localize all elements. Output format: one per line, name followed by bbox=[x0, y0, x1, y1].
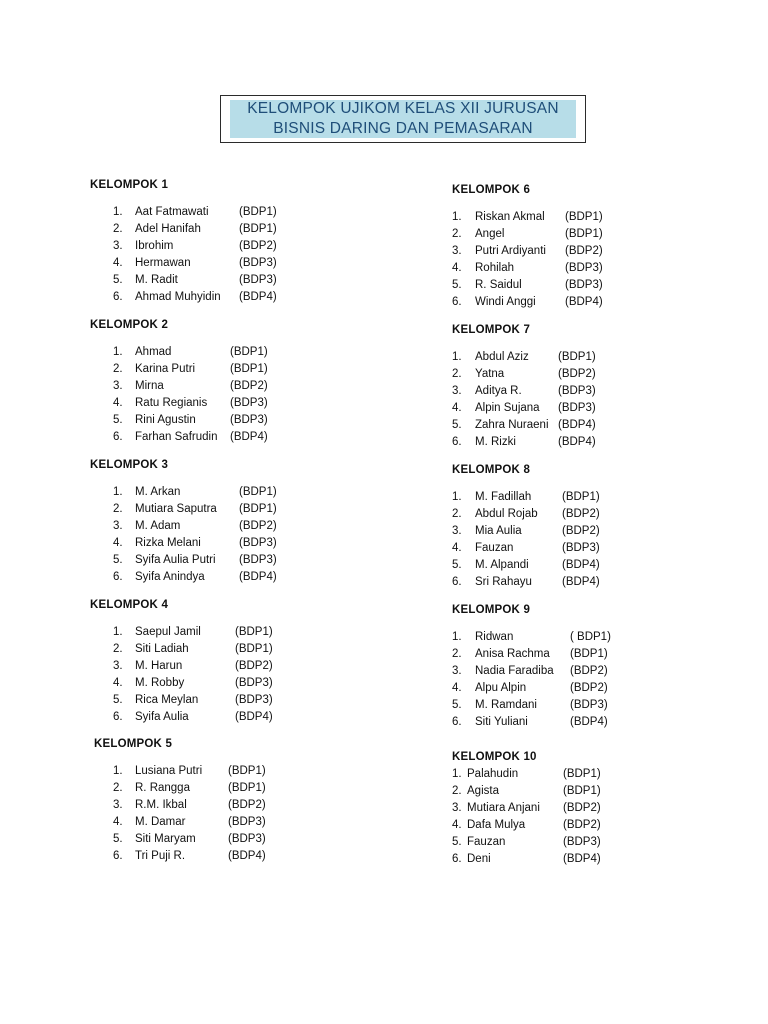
group-title: KELOMPOK 2 bbox=[90, 319, 169, 331]
group-title: KELOMPOK 4 bbox=[90, 599, 169, 611]
member-class-code: (BDP2) bbox=[562, 508, 600, 520]
member-number: 3. bbox=[452, 802, 462, 814]
member-number: 2. bbox=[452, 508, 462, 520]
member-name: Syifa Aulia Putri bbox=[135, 554, 216, 566]
member-class-code: ( BDP1) bbox=[570, 631, 611, 643]
group-section bbox=[452, 603, 752, 617]
member-name: Rini Agustin bbox=[135, 414, 196, 426]
member-name: M. Arkan bbox=[135, 486, 181, 498]
member-name: Riskan Akmal bbox=[475, 211, 545, 223]
member-number: 4. bbox=[113, 397, 123, 409]
member-name: Abdul Rojab bbox=[475, 508, 538, 520]
member-number: 4. bbox=[452, 262, 462, 274]
member-name: Aditya R. bbox=[475, 385, 522, 397]
document-title-line-2: BISNIS DARING DAN PEMASARAN bbox=[273, 120, 533, 137]
member-class-code: (BDP2) bbox=[558, 368, 596, 380]
member-class-code: (BDP3) bbox=[562, 542, 600, 554]
member-name: Mutiara Saputra bbox=[135, 503, 217, 515]
member-name: Hermawan bbox=[135, 257, 191, 269]
member-number: 4. bbox=[452, 402, 462, 414]
member-name: Agista bbox=[467, 785, 499, 797]
member-name: Dafa Mulya bbox=[467, 819, 526, 831]
member-name: Lusiana Putri bbox=[135, 765, 203, 777]
member-class-code: (BDP1) bbox=[230, 346, 268, 358]
member-number: 1. bbox=[113, 486, 123, 498]
member-number: 2. bbox=[113, 643, 123, 655]
member-number: 2. bbox=[113, 363, 123, 375]
member-name: Farhan Safrudin bbox=[135, 431, 218, 443]
member-class-code: (BDP4) bbox=[239, 291, 277, 303]
member-name: Alpin Sujana bbox=[475, 402, 540, 414]
member-class-code: (BDP1) bbox=[570, 648, 608, 660]
member-class-code: (BDP1) bbox=[235, 643, 273, 655]
member-number: 3. bbox=[452, 385, 462, 397]
member-number: 4. bbox=[113, 257, 123, 269]
member-name: M. Harun bbox=[135, 660, 183, 672]
member-name: Palahudin bbox=[467, 768, 519, 780]
member-class-code: (BDP1) bbox=[239, 206, 277, 218]
member-number: 1. bbox=[452, 211, 462, 223]
member-class-code: (BDP4) bbox=[562, 559, 600, 571]
member-number: 5. bbox=[113, 274, 123, 286]
member-number: 6. bbox=[113, 711, 123, 723]
group-title: KELOMPOK 10 bbox=[452, 751, 537, 763]
member-class-code: (BDP4) bbox=[228, 850, 266, 862]
member-number: 6. bbox=[113, 291, 123, 303]
member-number: 3. bbox=[113, 799, 123, 811]
member-class-code: (BDP4) bbox=[230, 431, 268, 443]
member-name: Siti Maryam bbox=[135, 833, 196, 845]
member-number: 5. bbox=[452, 559, 462, 571]
group-section bbox=[90, 178, 390, 192]
group-section bbox=[452, 183, 752, 197]
member-name: Windi Anggi bbox=[475, 296, 536, 308]
group-section bbox=[90, 458, 390, 472]
member-number: 2. bbox=[452, 785, 462, 797]
member-class-code: (BDP1) bbox=[235, 626, 273, 638]
member-class-code: (BDP1) bbox=[565, 228, 603, 240]
group-section bbox=[452, 463, 752, 477]
member-number: 1. bbox=[452, 631, 462, 643]
member-name: M. Damar bbox=[135, 816, 186, 828]
member-name: Ahmad Muhyidin bbox=[135, 291, 221, 303]
member-number: 4. bbox=[113, 816, 123, 828]
member-number: 5. bbox=[452, 699, 462, 711]
member-class-code: (BDP4) bbox=[570, 716, 608, 728]
member-class-code: (BDP4) bbox=[558, 419, 596, 431]
member-number: 4. bbox=[452, 819, 462, 831]
member-name: Mirna bbox=[135, 380, 164, 392]
member-number: 2. bbox=[452, 368, 462, 380]
member-class-code: (BDP1) bbox=[228, 782, 266, 794]
member-class-code: (BDP2) bbox=[565, 245, 603, 257]
member-name: M. Robby bbox=[135, 677, 185, 689]
group-title: KELOMPOK 7 bbox=[452, 324, 531, 336]
member-number: 6. bbox=[452, 436, 462, 448]
member-class-code: (BDP3) bbox=[239, 257, 277, 269]
member-name: Syifa Anindya bbox=[135, 571, 205, 583]
member-number: 1. bbox=[452, 351, 462, 363]
member-number: 3. bbox=[113, 240, 123, 252]
member-class-code: (BDP2) bbox=[230, 380, 268, 392]
member-name: M. Alpandi bbox=[475, 559, 529, 571]
member-class-code: (BDP3) bbox=[563, 836, 601, 848]
group-section bbox=[90, 598, 390, 612]
member-number: 1. bbox=[113, 346, 123, 358]
member-class-code: (BDP2) bbox=[570, 682, 608, 694]
member-name: Yatna bbox=[475, 368, 505, 380]
member-name: R. Rangga bbox=[135, 782, 190, 794]
document-title-banner bbox=[230, 100, 576, 138]
member-class-code: (BDP3) bbox=[239, 554, 277, 566]
member-name: Fauzan bbox=[467, 836, 506, 848]
member-number: 5. bbox=[452, 279, 462, 291]
group-section bbox=[90, 318, 390, 332]
member-class-code: (BDP2) bbox=[228, 799, 266, 811]
group-section bbox=[452, 750, 752, 764]
member-number: 2. bbox=[113, 223, 123, 235]
member-name: M. Fadillah bbox=[475, 491, 532, 503]
member-name: Karina Putri bbox=[135, 363, 196, 375]
member-class-code: (BDP3) bbox=[558, 402, 596, 414]
member-class-code: (BDP3) bbox=[228, 833, 266, 845]
member-name: Abdul Aziz bbox=[475, 351, 529, 363]
member-name: Mia Aulia bbox=[475, 525, 522, 537]
member-class-code: (BDP4) bbox=[565, 296, 603, 308]
member-class-code: (BDP4) bbox=[563, 853, 601, 865]
member-class-code: (BDP2) bbox=[235, 660, 273, 672]
member-class-code: (BDP3) bbox=[565, 262, 603, 274]
member-class-code: (BDP3) bbox=[235, 677, 273, 689]
member-number: 1. bbox=[113, 765, 123, 777]
member-name: Deni bbox=[467, 853, 491, 865]
member-class-code: (BDP1) bbox=[239, 503, 277, 515]
document-title-line-1: KELOMPOK UJIKOM KELAS XII JURUSAN bbox=[247, 100, 559, 117]
member-name: Sri Rahayu bbox=[475, 576, 532, 588]
member-number: 1. bbox=[113, 626, 123, 638]
group-title: KELOMPOK 3 bbox=[90, 459, 169, 471]
member-class-code: (BDP1) bbox=[239, 486, 277, 498]
member-number: 5. bbox=[452, 836, 462, 848]
member-class-code: (BDP4) bbox=[562, 576, 600, 588]
member-number: 3. bbox=[452, 665, 462, 677]
member-name: Rizka Melani bbox=[135, 537, 201, 549]
member-name: R. Saidul bbox=[475, 279, 522, 291]
member-name: R.M. Ikbal bbox=[135, 799, 187, 811]
member-class-code: (BDP2) bbox=[239, 520, 277, 532]
member-number: 4. bbox=[452, 542, 462, 554]
member-class-code: (BDP3) bbox=[565, 279, 603, 291]
member-class-code: (BDP3) bbox=[230, 397, 268, 409]
member-name: Ratu Regianis bbox=[135, 397, 208, 409]
member-name: Fauzan bbox=[475, 542, 514, 554]
group-title: KELOMPOK 6 bbox=[452, 184, 531, 196]
member-class-code: (BDP3) bbox=[230, 414, 268, 426]
member-class-code: (BDP4) bbox=[235, 711, 273, 723]
member-name: Angel bbox=[475, 228, 505, 240]
member-name: Nadia Faradiba bbox=[475, 665, 554, 677]
member-class-code: (BDP2) bbox=[563, 819, 601, 831]
member-name: Ibrohim bbox=[135, 240, 174, 252]
member-class-code: (BDP3) bbox=[570, 699, 608, 711]
member-number: 6. bbox=[113, 571, 123, 583]
member-number: 5. bbox=[113, 694, 123, 706]
member-number: 5. bbox=[452, 419, 462, 431]
member-class-code: (BDP1) bbox=[563, 768, 601, 780]
member-class-code: (BDP3) bbox=[228, 816, 266, 828]
member-class-code: (BDP1) bbox=[558, 351, 596, 363]
member-name: M. Radit bbox=[135, 274, 178, 286]
member-name: Tri Puji R. bbox=[135, 850, 186, 862]
member-number: 3. bbox=[113, 380, 123, 392]
member-name: Adel Hanifah bbox=[135, 223, 201, 235]
member-name: M. Rizki bbox=[475, 436, 516, 448]
member-class-code: (BDP3) bbox=[239, 537, 277, 549]
member-name: Putri Ardiyanti bbox=[475, 245, 546, 257]
member-class-code: (BDP4) bbox=[558, 436, 596, 448]
member-number: 5. bbox=[113, 833, 123, 845]
group-section bbox=[452, 323, 752, 337]
member-name: Saepul Jamil bbox=[135, 626, 201, 638]
member-number: 2. bbox=[113, 503, 123, 515]
member-class-code: (BDP3) bbox=[558, 385, 596, 397]
member-number: 3. bbox=[113, 520, 123, 532]
member-number: 3. bbox=[452, 525, 462, 537]
member-class-code: (BDP4) bbox=[239, 571, 277, 583]
member-class-code: (BDP1) bbox=[562, 491, 600, 503]
member-name: Alpu Alpin bbox=[475, 682, 527, 694]
member-class-code: (BDP2) bbox=[563, 802, 601, 814]
member-name: Aat Fatmawati bbox=[135, 206, 209, 218]
member-number: 4. bbox=[113, 537, 123, 549]
member-number: 1. bbox=[452, 491, 462, 503]
member-name: Rica Meylan bbox=[135, 694, 199, 706]
member-name: Anisa Rachma bbox=[475, 648, 550, 660]
group-title: KELOMPOK 9 bbox=[452, 604, 531, 616]
group-section bbox=[94, 737, 394, 751]
member-number: 3. bbox=[452, 245, 462, 257]
document-title-box bbox=[220, 95, 586, 143]
member-name: Syifa Aulia bbox=[135, 711, 189, 723]
member-number: 6. bbox=[113, 850, 123, 862]
member-number: 6. bbox=[452, 853, 462, 865]
member-class-code: (BDP1) bbox=[230, 363, 268, 375]
member-class-code: (BDP2) bbox=[570, 665, 608, 677]
member-number: 5. bbox=[113, 414, 123, 426]
member-number: 1. bbox=[452, 768, 462, 780]
member-class-code: (BDP3) bbox=[235, 694, 273, 706]
member-class-code: (BDP1) bbox=[563, 785, 601, 797]
member-class-code: (BDP1) bbox=[565, 211, 603, 223]
member-number: 4. bbox=[113, 677, 123, 689]
member-number: 2. bbox=[113, 782, 123, 794]
member-name: Siti Yuliani bbox=[475, 716, 528, 728]
member-number: 4. bbox=[452, 682, 462, 694]
member-class-code: (BDP2) bbox=[562, 525, 600, 537]
group-title: KELOMPOK 1 bbox=[90, 179, 169, 191]
member-class-code: (BDP2) bbox=[239, 240, 277, 252]
member-number: 2. bbox=[452, 228, 462, 240]
member-name: Rohilah bbox=[475, 262, 514, 274]
member-number: 1. bbox=[113, 206, 123, 218]
member-number: 6. bbox=[452, 296, 462, 308]
member-number: 5. bbox=[113, 554, 123, 566]
member-name: M. Ramdani bbox=[475, 699, 537, 711]
member-number: 2. bbox=[452, 648, 462, 660]
member-name: Zahra Nuraeni bbox=[475, 419, 549, 431]
member-name: Siti Ladiah bbox=[135, 643, 189, 655]
member-class-code: (BDP3) bbox=[239, 274, 277, 286]
member-class-code: (BDP1) bbox=[239, 223, 277, 235]
member-name: M. Adam bbox=[135, 520, 181, 532]
member-number: 6. bbox=[452, 576, 462, 588]
member-number: 3. bbox=[113, 660, 123, 672]
member-name: Mutiara Anjani bbox=[467, 802, 540, 814]
member-class-code: (BDP1) bbox=[228, 765, 266, 777]
member-number: 6. bbox=[113, 431, 123, 443]
group-title: KELOMPOK 8 bbox=[452, 464, 531, 476]
member-number: 6. bbox=[452, 716, 462, 728]
member-name: Ridwan bbox=[475, 631, 514, 643]
member-name: Ahmad bbox=[135, 346, 172, 358]
group-title: KELOMPOK 5 bbox=[94, 738, 173, 750]
